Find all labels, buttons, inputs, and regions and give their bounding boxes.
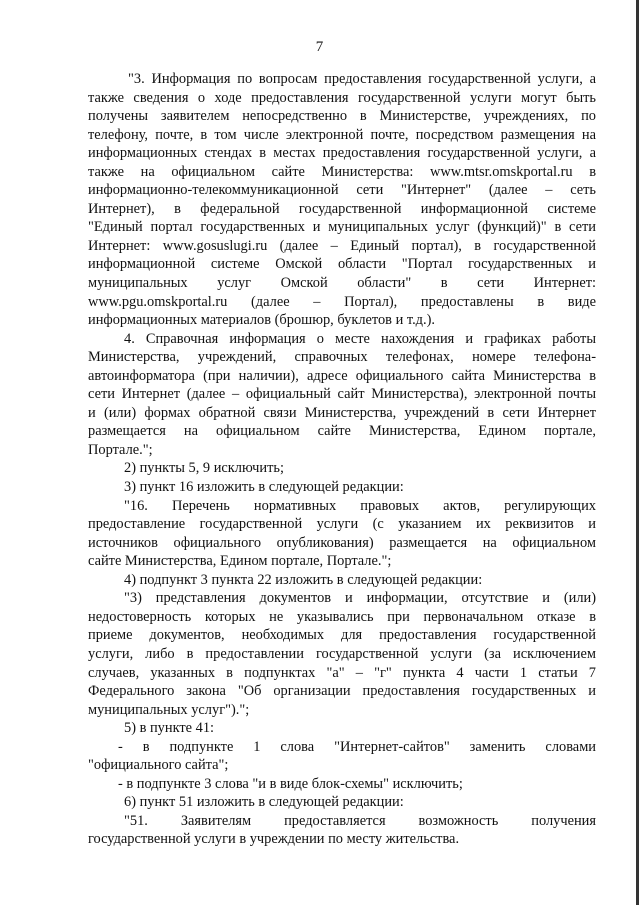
text-line: муниципальных услуг Омской области" в сети Интернет: — [88, 275, 596, 292]
text-line: информационно-телекоммуникационной сети "Интернет" (далее – сеть — [88, 182, 596, 199]
text-line: "Единый портал государственных и муниципальных услуг (функций)" в сети — [88, 219, 596, 236]
text-line: получены заявителем непосредственно в Министерстве, учреждениях, по — [88, 108, 596, 125]
text-line: случаев, указанных в подпунктах "а" – "г" пункта 4 части 1 статьи 7 — [88, 664, 596, 681]
text-line: Интернет: www.gosuslugi.ru (далее – Единый портал), в государственной — [88, 237, 596, 254]
text-line: информационных материалов (брошюр, буклетов и т.д.). — [88, 312, 435, 329]
text-line: предоставление государственной услуги (с указанием их реквизитов и — [88, 516, 596, 533]
text-line: сети Интернет (далее – официальный сайт Министерства), электронной почты — [88, 386, 596, 403]
text-line: 4. Справочная информация о месте нахождения и графиках работы — [124, 330, 596, 347]
text-line: государственной услуги в учреждении по месту жительства. — [88, 831, 460, 848]
text-line: Федерального закона "Об организации предоставления государственных и — [88, 683, 596, 700]
text-line: "51. Заявителям предоставляется возможность получения — [124, 812, 596, 829]
text-line: сайте Министерства, Едином портале, Портале."; — [88, 553, 392, 570]
text-line: "3. Информация по вопросам предоставления государственной услуги, а — [128, 71, 596, 87]
text-line: Министерства, учреждений, справочных телефонах, номере телефона- — [88, 349, 596, 366]
text-line: 4) подпункт 3 пункта 22 изложить в следующей редакции: — [124, 571, 483, 588]
text-line: автоинформатора (при наличии), адресе официального сайта Министерства в — [88, 367, 596, 384]
document-body — [88, 70, 596, 849]
text-line: www.pgu.omskportal.ru (далее – Портал), предоставлены в виде — [88, 293, 596, 310]
text-line: информационной системе Омской области "Портал государственных и — [88, 256, 596, 273]
text-line: размещается на официальном сайте Министерства, Едином портале, — [88, 423, 596, 440]
text-line: и (или) формах обратной связи Министерства, учреждений в сети Интернет — [88, 404, 596, 421]
text-line: 3) пункт 16 изложить в следующей редакции: — [124, 479, 404, 496]
text-line: 2) пункты 5, 9 исключить; — [124, 460, 284, 477]
text-line: "16. Перечень нормативных правовых актов, регулирующих — [124, 497, 596, 514]
text-line: источников официального опубликования) размещается на официальном — [88, 534, 596, 551]
text-line: недостоверность которых не указывались при первоначальном отказе в — [88, 608, 596, 625]
text-line: 5) в пункте 41: — [124, 720, 215, 737]
text-line: информационных стендах в местах предоставления государственной услуги, а — [88, 145, 596, 162]
text-line: также сведения о ходе предоставления государственной услуги могут быть — [88, 89, 596, 106]
text-line: Портале."; — [88, 441, 153, 458]
text-line: телефону, почте, в том числе электронной почте, посредством размещения на — [88, 126, 596, 143]
text-line: приеме документов, необходимых для предоставления государственной — [88, 627, 596, 644]
text-line: 6) пункт 51 изложить в следующей редакции: — [124, 794, 404, 811]
text-line: муниципальных услуг")."; — [88, 701, 250, 718]
text-line: "3) представления документов и информации, отсутствие и (или) — [124, 590, 596, 607]
page-number: 7 — [315, 39, 324, 55]
text-line: Интернет), в федеральной государственной информационной системе — [88, 200, 596, 217]
text-line: - в подпункте 3 слова "и в виде блок-схемы" исключить; — [118, 775, 463, 792]
text-line: услуги, либо в предоставлении государственной услуги (за исключением — [88, 645, 596, 662]
text-line: - в подпункте 1 слова "Интернет-сайтов" заменить словами — [118, 738, 596, 755]
text-line: "официального сайта"; — [88, 757, 229, 774]
text-line: также на официальном сайте Министерства: www.mtsr.omskportal.ru в — [88, 163, 596, 180]
